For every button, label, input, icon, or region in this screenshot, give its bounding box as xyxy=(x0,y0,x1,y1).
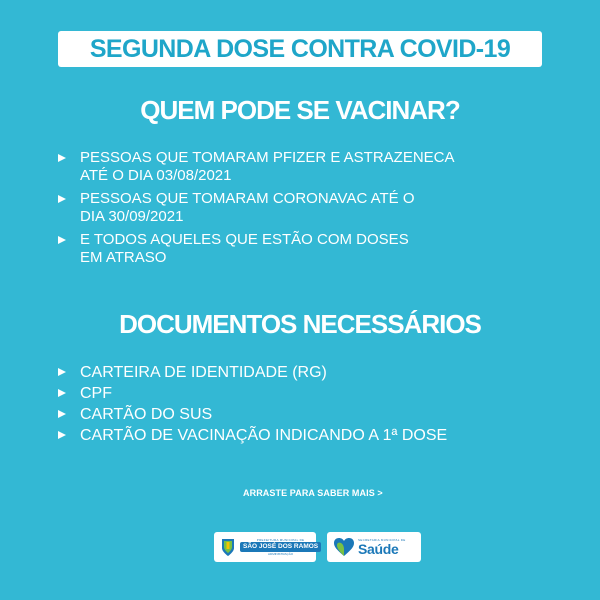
section-heading-who: QUEM PODE SE VACINAR? xyxy=(140,95,460,125)
bullet-arrow-icon xyxy=(58,195,66,203)
list-item-text: CPF xyxy=(80,385,112,402)
list-item-text: CARTÃO DE VACINAÇÃO INDICANDO A 1ª DOSE xyxy=(80,427,448,444)
list-item-text: PESSOAS QUE TOMARAM CORONAVAC ATÉ O DIA 30/09/2021 xyxy=(80,190,415,225)
city-crest-icon xyxy=(220,537,236,557)
list-item-text: E TODOS AQUELES QUE ESTÃO COM DOSES EM ATRASO xyxy=(80,231,409,266)
list-item-text: PESSOAS QUE TOMARAM PFIZER E ASTRAZENECA ATÉ O DIA 03/08/2021 xyxy=(80,149,455,184)
bullet-arrow-icon xyxy=(58,154,66,162)
health-logo-name: Saúde xyxy=(358,540,399,557)
list-item xyxy=(58,404,538,425)
list-item xyxy=(58,231,538,267)
list-item xyxy=(58,425,538,446)
list-item-text: CARTÃO DO SUS xyxy=(80,406,213,423)
title-banner xyxy=(58,31,542,67)
bullet-arrow-icon xyxy=(58,368,66,376)
city-hall-logo xyxy=(214,532,319,562)
city-logo-sub-text: ADMINISTRAÇÃO xyxy=(268,552,294,556)
health-logo-top-text: SECRETARIA MUNICIPAL DE xyxy=(358,537,406,542)
swipe-hint: ARRASTE PARA SABER MAIS > xyxy=(243,488,383,498)
section-heading-documents: DOCUMENTOS NECESSÁRIOS xyxy=(119,309,481,339)
bullet-arrow-icon xyxy=(58,389,66,397)
list-item xyxy=(58,190,538,226)
city-logo-name: SÃO JOSÉ DOS RAMOS xyxy=(240,542,321,552)
list-item-text: CARTEIRA DE IDENTIDADE (RG) xyxy=(80,364,327,381)
bullet-arrow-icon xyxy=(58,431,66,439)
page-title: SEGUNDA DOSE CONTRA COVID-19 xyxy=(89,34,511,63)
list-item xyxy=(58,149,538,185)
bullet-arrow-icon xyxy=(58,236,66,244)
documents-list xyxy=(58,362,538,446)
city-logo-top-text: PREFEITURA MUNICIPAL DE xyxy=(256,538,305,542)
list-item xyxy=(58,362,538,383)
bullet-arrow-icon xyxy=(58,410,66,418)
heart-icon xyxy=(333,537,355,557)
eligibility-list xyxy=(58,149,538,272)
list-item xyxy=(58,383,538,404)
health-secretariat-logo xyxy=(327,532,421,562)
